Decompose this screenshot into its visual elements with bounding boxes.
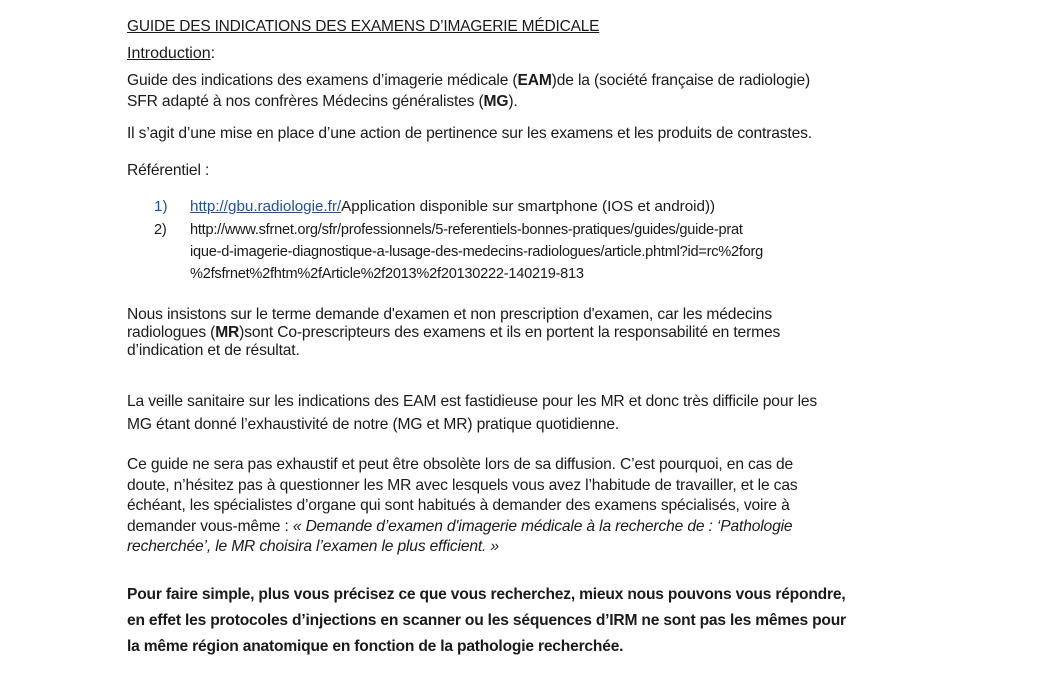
list-item <box>154 219 930 285</box>
paragraph-line <box>127 70 947 91</box>
quoted-request: « Demande d’examen d'imagerie médicale à la recherche de : ‘Pathologie <box>292 517 793 535</box>
text-span: demander vous-même : <box>127 517 293 535</box>
text-span: SFR adapté à nos confrères Médecins généralistes ( <box>127 93 484 110</box>
text-span: radiologues ( <box>127 324 216 341</box>
introduction-colon: : <box>210 45 216 62</box>
paragraph-line <box>127 324 947 342</box>
paragraph-line: Nous insistons sur le terme demande d'examen et non prescription d'examen, car les médecins <box>127 306 772 323</box>
reference-url-line: http://www.sfrnet.org/sfr/professionnels/5-referentiels-bonnes-pratiques/guides/guide-prat <box>190 222 743 238</box>
paragraph-guide-limites <box>127 455 947 558</box>
paragraph-line: Ce guide ne sera pas exhaustif et peut être obsolète lors de sa diffusion. C’est pourquoi, en cas de <box>127 456 794 473</box>
abbr-mr: MR <box>215 324 240 341</box>
document-title: GUIDE DES INDICATIONS DES EXAMENS D’IMAGERIE MÉDICALE <box>127 18 600 35</box>
abbr-mg: MG <box>483 93 509 110</box>
reference-description: Application disponible sur smartphone (IOS et android)) <box>341 198 716 215</box>
paragraph-line <box>127 91 947 112</box>
paragraph-line <box>127 517 947 538</box>
paragraph-veille-sanitaire <box>127 390 947 436</box>
list-item <box>154 196 930 218</box>
text-span: Guide des indications des examens d’imagerie médicale ( <box>127 72 518 89</box>
list-number: 2) <box>154 222 167 238</box>
paragraph-conclusion <box>127 582 947 660</box>
gbu-link[interactable]: http://gbu.radiologie.fr/ <box>190 198 342 215</box>
text-span: ). <box>508 93 518 110</box>
introduction-heading <box>127 45 215 63</box>
paragraph-pertinence: Il s’agit d’une mise en place d’une action de pertinence sur les examens et les produits de contrastes. <box>127 125 812 142</box>
paragraph-line: Pour faire simple, plus vous précisez ce que vous recherchez, mieux nous pouvons vous répondre, <box>127 586 846 603</box>
paragraph-line: échéant, les spécialistes d’organe qui sont habitués à demander des examens spécialisés, voire à <box>127 497 790 514</box>
quoted-request-line: recherchée’, le MR choisira l’examen le plus efficient. » <box>127 538 499 555</box>
reference-url-line: ique-d-imagerie-diagnostique-a-lusage-des-medecins-radiologues/article.phtml?id=rc%2forg <box>190 244 764 260</box>
introduction-label: Introduction <box>127 45 211 62</box>
references-list <box>154 196 930 285</box>
abbr-eam: EAM <box>517 72 552 89</box>
text-span: )de la (société française de radiologie) <box>551 72 811 89</box>
reference-url-line: %2fsfrnet%2fhtm%2fArticle%2f2013%2f20130222-140219-813 <box>190 266 584 282</box>
paragraph-line: La veille sanitaire sur les indications des EAM est fastidieuse pour les MR et donc très difficile pour les <box>127 393 818 410</box>
paragraph-line: MG étant donné l’exhaustivité de notre (MG et MR) pratique quotidienne. <box>127 416 620 433</box>
text-span: )sont Co-prescripteurs des examens et ils en portent la responsabilité en termes <box>239 324 781 341</box>
paragraph-line: d’indication et de résultat. <box>127 342 300 359</box>
paragraph-line: la même région anatomique en fonction de la pathologie recherchée. <box>127 638 624 655</box>
referentiel-label: Référentiel : <box>127 162 210 179</box>
paragraph-demande-examen <box>127 306 947 360</box>
list-number: 1) <box>154 198 168 215</box>
paragraph-guide-description <box>127 70 947 112</box>
paragraph-line: doute, n’hésitez pas à questionner les MR avec lesquels vous avez l’habitude de travailler, et le cas <box>127 476 798 494</box>
paragraph-line: en effet les protocoles d’injections en scanner ou les séquences d’IRM ne sont pas les mêmes pour <box>127 612 846 629</box>
